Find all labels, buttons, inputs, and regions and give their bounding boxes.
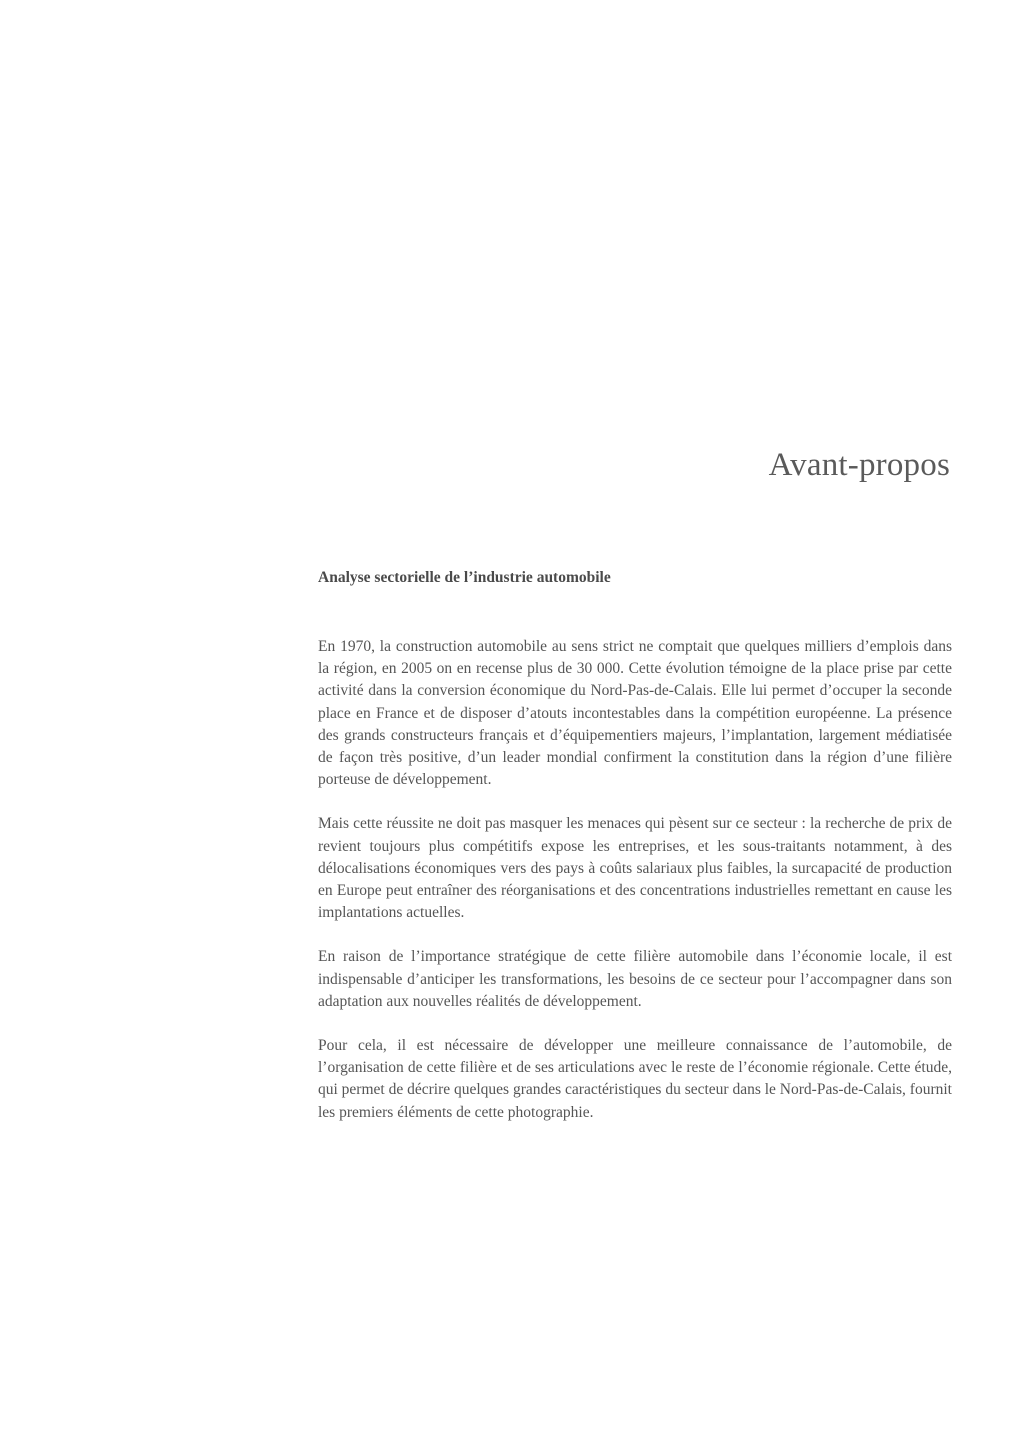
page-title: Avant-propos xyxy=(768,447,950,483)
paragraph-3: En raison de l’importance stratégique de cette filière automobile dans l’économie locale, il est indispensable d’anticiper les transformations, les besoins de ce secteur pour l’accompagner dans son adaptation aux nouvelles réalités de développement. xyxy=(318,948,952,1010)
paragraph-2: Mais cette réussite ne doit pas masquer les menaces qui pèsent sur ce secteur : la recherche de prix de revient toujours plus compétitifs expose les entreprises, et les sous-traitants notamment, à des délocalisations économiques vers des pays à coûts salariaux plus faibles, la surcapacité de production en Europe peut entraîner des réorganisations et des concentrations industrielles remettant en cause les implantations actuelles. xyxy=(318,815,952,922)
section-heading: Analyse sectorielle de l’industrie automobile xyxy=(318,569,611,586)
document-body xyxy=(318,565,952,1146)
paragraph-1: En 1970, la construction automobile au sens strict ne comptait que quelques milliers d’emplois dans la région, en 2005 on en recense plus de 30 000. Cette évolution témoigne de la place prise par cette activité dans la conversion économique du Nord-Pas-de-Calais. Elle lui permet d’occuper la seconde place en France et de disposer d’atouts incontestables dans la compétition européenne. La présence des grands constructeurs français et d’équipementiers majeurs, l’implantation, largement médiatisée de façon très positive, d’un leader mondial confirment la constitution dans la région d’une filière porteuse de développement. xyxy=(318,638,952,789)
paragraph-4: Pour cela, il est nécessaire de développer une meilleure connaissance de l’automobile, de l’organisation de cette filière et de ses articulations avec le reste de l’économie régionale. Cette étude, qui permet de décrire quelques grandes caractéristiques du secteur dans le Nord-Pas-de-Calais, fournit les premiers éléments de cette photographie. xyxy=(318,1037,952,1121)
